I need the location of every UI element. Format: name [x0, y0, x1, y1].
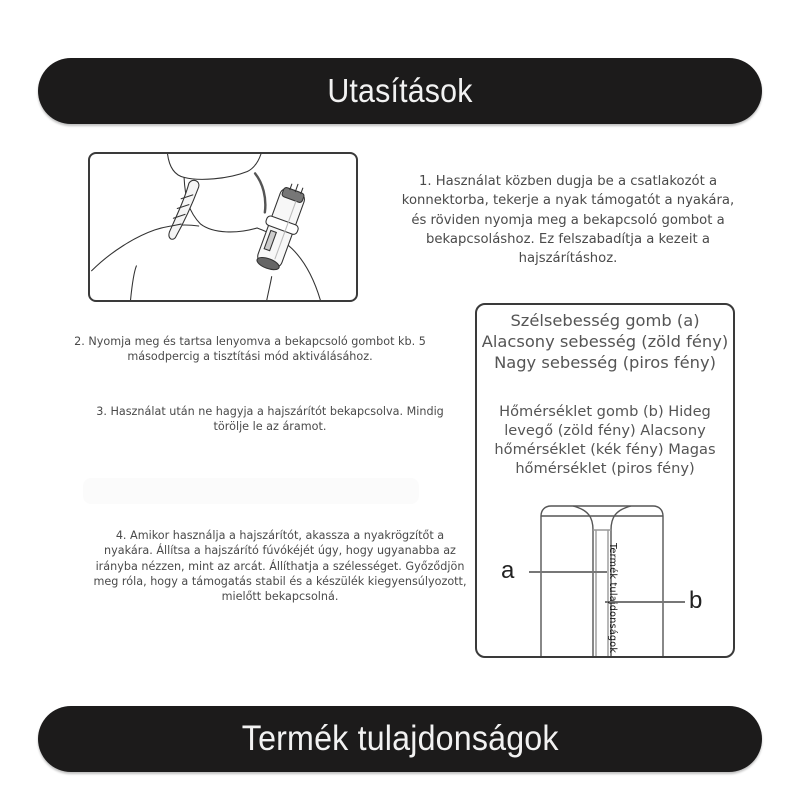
section-title: Termék tulajdonságok: [241, 719, 559, 758]
callout-b-label: b: [689, 587, 703, 614]
wind-speed-button-description: Szélsebesség gomb (a) Alacsony sebesség (zöld fény) Nagy sebesség (piros fény): [481, 311, 729, 372]
temperature-button-description: Hőmérséklet gomb (b) Hideg levegő (zöld fény) Alacsony hőmérséklet (kék fény) Magas hőmérséklet (piros fény): [494, 403, 716, 477]
instruction-step-3: 3. Használat után ne hagyja a hajszárítót bekapcsolva. Mindig törölje le az áramot.: [96, 405, 444, 434]
instruction-step-4: 4. Amikor használja a hajszárítót, akassza a nyakrögzítőt a nyakára. Állítsa a hajszárító fúvókéjét úgy, hogy ugyanabba az irányba nézzen, mint az arcát. Állíthatja a szélességet. Győződjön meg róla, hogy a támogatás stabil és a készülék kiegyensúlyozott, mielőtt bekapcsolná.: [93, 529, 467, 604]
instruction-step-2: 2. Nyomja meg és tartsa lenyomva a bekapcsoló gombot kb. 5 másodpercig a tisztítási mód aktiválásához.: [74, 335, 426, 364]
person-wearing-dryer-icon: [90, 154, 356, 300]
instruction-step-1: 1. Használat közben dugja be a csatlakozót a konnektorba, tekerje a nyak támogatót a nyakára, és röviden nyomja meg a bekapcsoló gombot a bekapcsoláshoz. Ez felszabadítja a kezeit a hajszárításhoz.: [401, 174, 735, 267]
section-header-features: [38, 706, 762, 772]
callout-a-label: a: [501, 557, 515, 584]
vertical-product-label: Termék tulajdonságok: [607, 542, 618, 654]
neck-dryer-illustration: [88, 152, 358, 302]
section-title: Utasítások: [327, 72, 473, 109]
faint-divider: [83, 478, 419, 504]
section-header-instructions: [38, 58, 762, 124]
product-buttons-diagram: [475, 303, 735, 658]
